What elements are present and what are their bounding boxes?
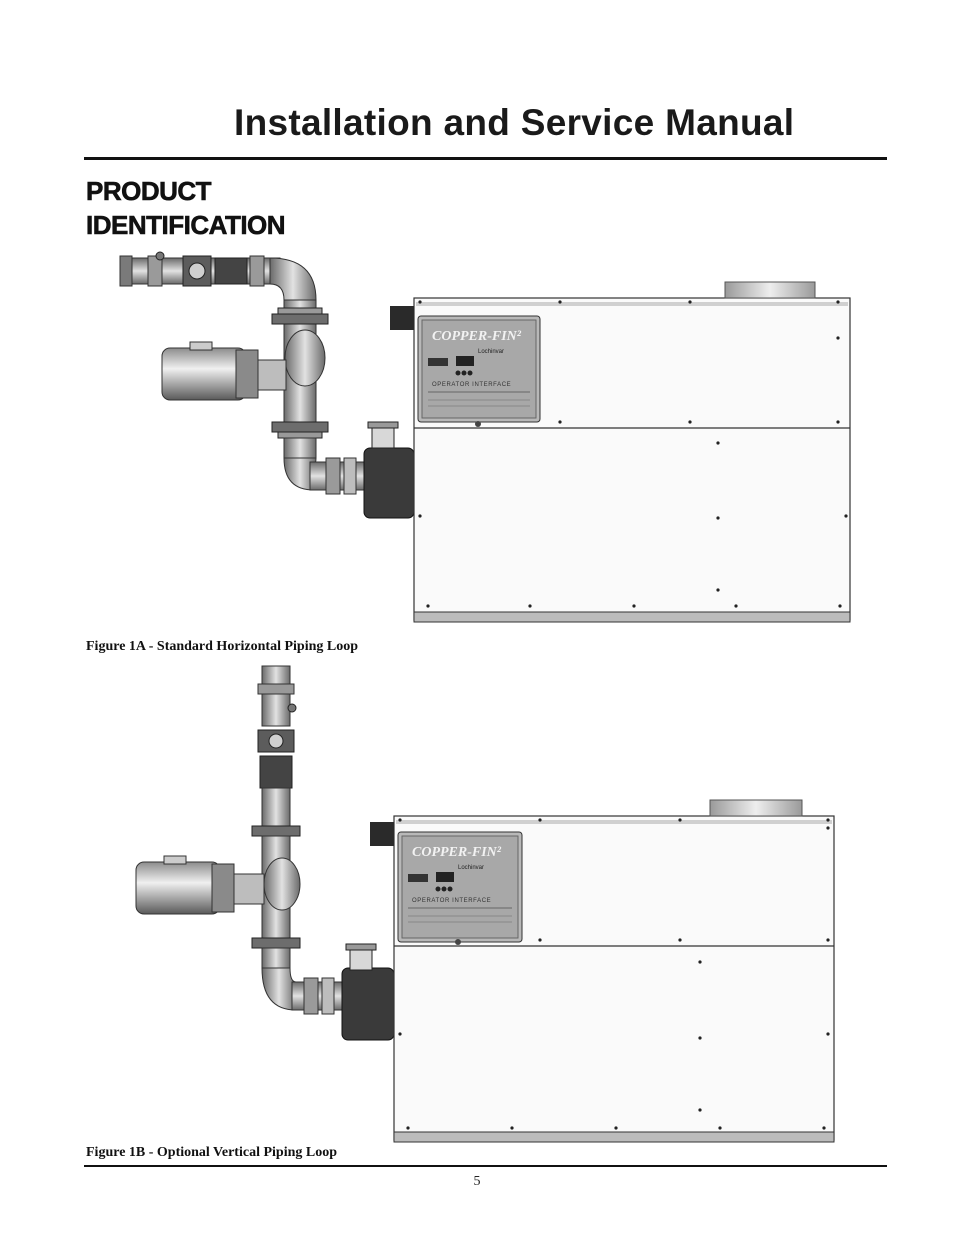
panel-maker-1b: Lochinvar (458, 865, 485, 871)
figure-1a-caption: Figure 1A - Standard Horizontal Piping Loop (86, 639, 358, 654)
figure-1a (0, 250, 954, 630)
section-heading-line2: IDENTIFICATION (86, 210, 286, 240)
panel-label-1b: OPERATOR INTERFACE (412, 898, 492, 904)
section-heading (86, 174, 285, 242)
header-rule (84, 157, 887, 160)
page-number: 5 (473, 1174, 481, 1189)
footer-rule (84, 1165, 887, 1167)
panel-label-1a: OPERATOR INTERFACE (432, 382, 512, 388)
panel-brand-1b: COPPER-FIN² (412, 845, 501, 860)
page-title: Installation and Service Manual (234, 102, 795, 143)
section-heading-line1: PRODUCT (86, 176, 212, 206)
panel-maker-1a: Lochinvar (478, 349, 505, 355)
figure-1b-illustration (0, 662, 954, 1146)
figure-1b (0, 662, 954, 1146)
figure-1a-illustration (0, 250, 954, 630)
panel-brand-1a: COPPER-FIN² (432, 329, 521, 344)
figure-1b-caption: Figure 1B - Optional Vertical Piping Loop (86, 1145, 337, 1160)
